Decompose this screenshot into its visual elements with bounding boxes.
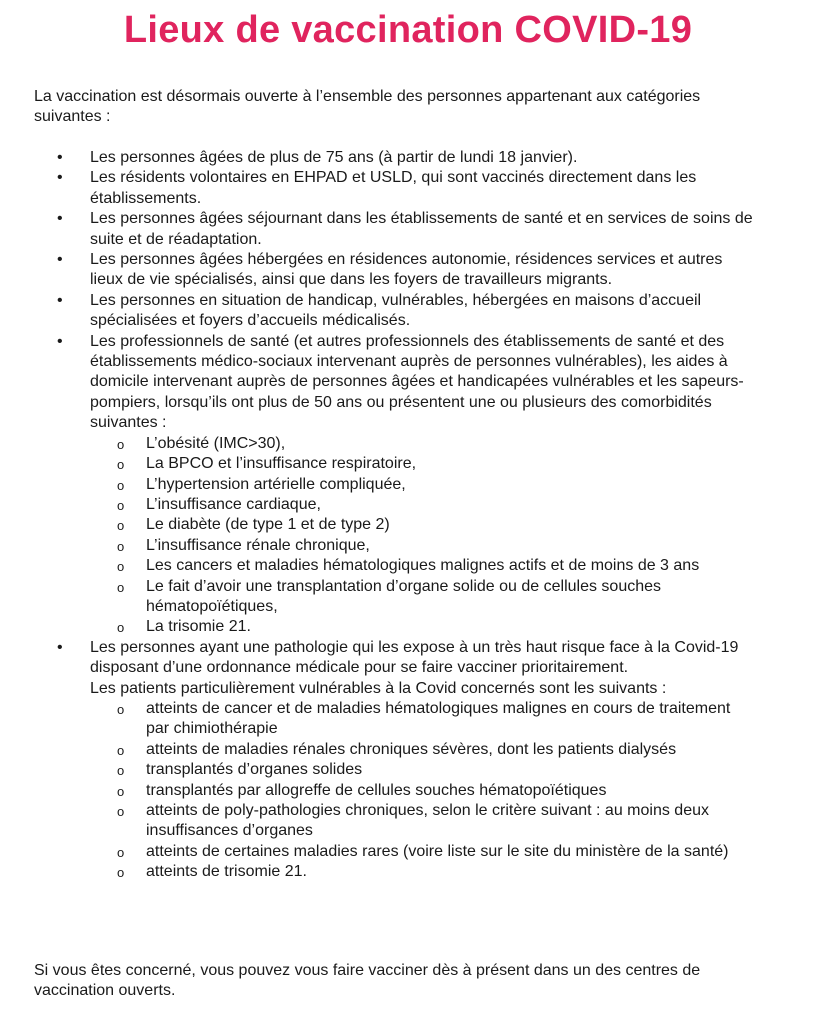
circle-bullet-icon: o bbox=[117, 579, 125, 595]
sub-list-item bbox=[90, 577, 754, 618]
category-item bbox=[34, 638, 754, 883]
intro-paragraph: La vaccination est désormais ouverte à l’ensemble des personnes appartenant aux catégories suivantes : bbox=[34, 88, 701, 125]
category-text: Les personnes ayant une pathologie qui les expose à un très haut risque face à la Covid-19 disposant d’une ordonnance médicale pour se faire vacciner prioritairement. bbox=[90, 638, 739, 677]
circle-bullet-icon: o bbox=[117, 538, 125, 554]
sub-list-item bbox=[90, 475, 754, 495]
bullet-icon: • bbox=[57, 291, 63, 309]
circle-bullet-icon: o bbox=[117, 844, 125, 860]
bullet-icon: • bbox=[57, 149, 63, 166]
sub-item-text: atteints de cancer et de maladies hématologiques malignes en cours de traitement par chimiothérapie bbox=[146, 699, 731, 738]
sub-list-item bbox=[90, 862, 754, 882]
circle-bullet-icon: o bbox=[117, 559, 125, 575]
circle-bullet-icon: o bbox=[117, 436, 125, 452]
sub-list-item bbox=[90, 699, 754, 740]
sub-list-item bbox=[90, 617, 754, 637]
bullet-icon: • bbox=[57, 251, 63, 269]
circle-bullet-icon: o bbox=[117, 742, 125, 758]
circle-bullet-icon: o bbox=[117, 620, 125, 636]
sub-item-text: La trisomie 21. bbox=[146, 618, 251, 636]
sub-item-text: atteints de certaines maladies rares (voire liste sur le site du ministère de la santé) bbox=[146, 842, 729, 860]
sub-list-item bbox=[90, 740, 754, 760]
sub-item-text: Le diabète (de type 1 et de type 2) bbox=[146, 516, 390, 534]
sub-item-text: Le fait d’avoir une transplantation d’organe solide ou de cellules souches hématopoïétiques, bbox=[146, 577, 662, 615]
category-text: Les personnes âgées hébergées en résidences autonomie, résidences services et autres lieux de vie spécialisés, ainsi que dans les foyers de travailleurs migrants. bbox=[90, 251, 723, 289]
circle-bullet-icon: o bbox=[117, 701, 125, 717]
bullet-icon: • bbox=[57, 210, 63, 228]
circle-bullet-icon: o bbox=[117, 477, 125, 493]
circle-bullet-icon: o bbox=[117, 804, 125, 819]
sub-list-item bbox=[90, 556, 754, 576]
circle-bullet-icon: o bbox=[117, 518, 125, 534]
sub-list-item bbox=[90, 495, 754, 515]
category-item bbox=[34, 148, 754, 168]
sub-item-text: transplantés d’organes solides bbox=[146, 761, 363, 779]
bullet-icon: • bbox=[57, 332, 63, 350]
sub-item-text: transplantés par allogreffe de cellules souches hématopoïétiques bbox=[146, 781, 607, 799]
circle-bullet-icon: o bbox=[117, 497, 125, 513]
category-text: Les professionnels de santé (et autres professionnels des établissements de santé et des établissements médico-sociaux intervenant auprès de personnes vulnérables), les aides à domicile intervenant auprès de personnes âgées et handicapées vulnérables et les sapeurs-pompiers, lorsqu’ils ont plus de 50 ans ou présentent une ou plusieurs des comorbidités suivantes : bbox=[90, 332, 744, 432]
category-item bbox=[34, 209, 754, 250]
category-item bbox=[34, 250, 754, 291]
sub-list bbox=[90, 434, 754, 638]
sub-item-text: atteints de trisomie 21. bbox=[146, 863, 307, 881]
sub-item-text: L’insuffisance rénale chronique, bbox=[146, 536, 370, 554]
category-text: Les résidents volontaires en EHPAD et USLD, qui sont vaccinés directement dans les établissements. bbox=[90, 169, 697, 207]
category-text: Les personnes âgées de plus de 75 ans (à partir de lundi 18 janvier). bbox=[90, 149, 578, 166]
sub-list-item bbox=[90, 801, 754, 842]
sub-item-text: L’obésité (IMC>30), bbox=[146, 434, 286, 452]
circle-bullet-icon: o bbox=[117, 783, 125, 799]
category-text: Les personnes âgées séjournant dans les établissements de santé et en services de soins de suite et de réadaptation. bbox=[90, 210, 753, 248]
sub-list-item bbox=[90, 842, 754, 862]
sub-intro-text: Les patients particulièrement vulnérables à la Covid concernés sont les suivants : bbox=[90, 679, 667, 697]
bullet-icon: • bbox=[57, 638, 63, 656]
sub-list-item bbox=[90, 454, 754, 474]
page-title: Lieux de vaccination COVID-19 bbox=[123, 9, 693, 51]
category-item bbox=[34, 168, 754, 209]
sub-item-text: L’insuffisance cardiaque, bbox=[146, 495, 321, 513]
category-item bbox=[34, 332, 754, 638]
category-text: Les personnes en situation de handicap, vulnérables, hébergées en maisons d’accueil spécialisées et foyers d’accueils médicalisés. bbox=[90, 291, 702, 330]
sub-list-item bbox=[90, 434, 754, 454]
sub-list-item bbox=[90, 781, 754, 801]
sub-item-text: Les cancers et maladies hématologiques malignes actifs et de moins de 3 ans bbox=[146, 557, 700, 575]
circle-bullet-icon: o bbox=[117, 865, 125, 881]
outro-paragraph: Si vous êtes concerné, vous pouvez vous faire vacciner dès à présent dans un des centres de vaccination ouverts. bbox=[34, 962, 701, 999]
sub-item-text: atteints de poly-pathologies chroniques, selon le critère suivant : au moins deux insuffisances d’organes bbox=[146, 802, 709, 840]
sub-item-text: L’hypertension artérielle compliquée, bbox=[146, 475, 406, 493]
category-list bbox=[34, 148, 754, 883]
circle-bullet-icon: o bbox=[117, 457, 125, 473]
sub-list bbox=[90, 699, 754, 883]
category-item bbox=[34, 291, 754, 332]
sub-list-item bbox=[90, 536, 754, 556]
circle-bullet-icon: o bbox=[117, 763, 125, 779]
sub-list-item bbox=[90, 515, 754, 535]
sub-item-text: La BPCO et l’insuffisance respiratoire, bbox=[146, 455, 417, 473]
bullet-icon: • bbox=[57, 169, 63, 187]
sub-item-text: atteints de maladies rénales chroniques sévères, dont les patients dialysés bbox=[146, 740, 677, 758]
sub-list-item bbox=[90, 760, 754, 780]
